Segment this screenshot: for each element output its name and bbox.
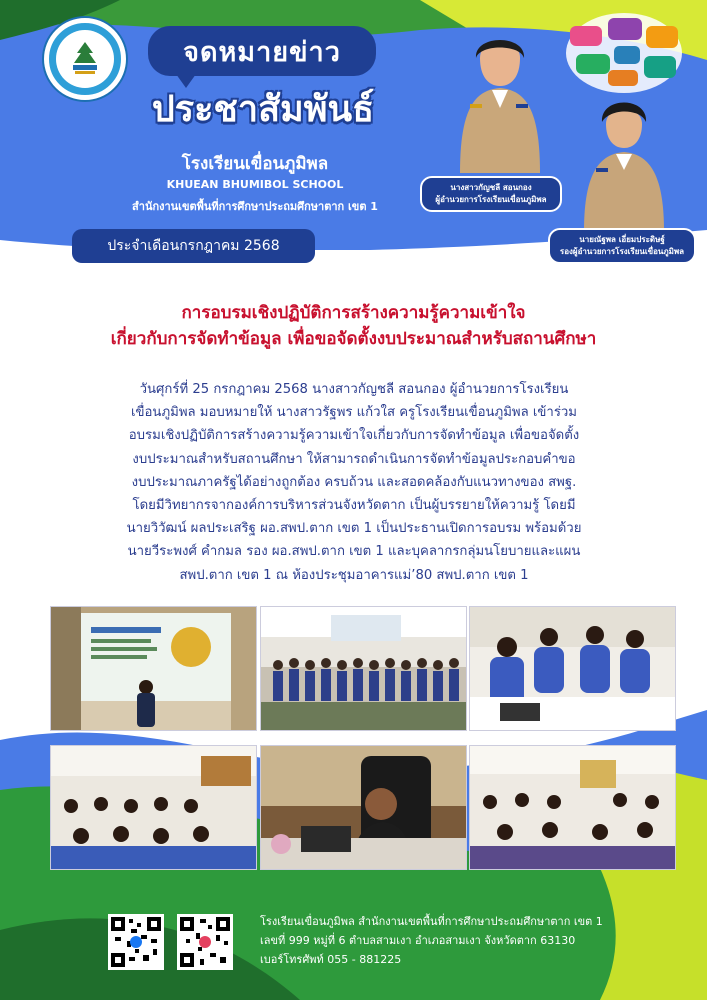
body-line: งบประมาณภาครัฐได้อย่างถูกต้อง ครบถ้วน และสอดคล้องกับแนวทางของ สพฐ. [131, 474, 577, 490]
event-photo-1 [50, 606, 257, 731]
school-logo [44, 18, 126, 100]
body-line: สพป.ตาก เขต 1 ณ ห้องประชุมอาคารแม่’80 สพป.ตาก เขต 1 [179, 567, 529, 583]
director-photo [450, 28, 550, 173]
director-position: ผู้อำนวยการโรงเรียนเขื่อนภูมิพล [435, 195, 547, 204]
school-name-th: โรงเรียนเขื่อนภูมิพล [181, 154, 329, 174]
event-photo-5 [260, 745, 467, 870]
event-photo-4 [50, 745, 257, 870]
article-body [58, 378, 650, 587]
deputy-name: นายณัฐพล เอี่ยมประดิษฐ์ [579, 235, 665, 244]
headline-line-2: เกี่ยวกับการจัดทำข้อมูล เพื่อขอจัดตั้งงบประมาณสำหรับสถานศึกษา [110, 329, 597, 349]
dam-logo-icon [65, 39, 105, 79]
body-line: นายวีระพงศ์ คำกมล รอง ผอ.สพป.ตาก เขต 1 และบุคลากรกลุ่มนโยบายและแผน [127, 544, 581, 560]
deputy-name-box [548, 228, 696, 264]
body-line: เขื่อนภูมิพล มอบหมายให้ นางสาวรัฐพร แก้วใส ครูโรงเรียนเขื่อนภูมิพล เข้าร่วม [130, 405, 577, 421]
body-line: อบรมเชิงปฏิบัติการสร้างความรู้ความเข้าใจเกี่ยวกับการจัดทำข้อมูล เพื่อขอจัดตั้ง [128, 428, 580, 444]
office-name: สำนักงานเขตพื้นที่การศึกษาประถมศึกษาตาก เขต 1 [132, 200, 378, 213]
director-name: นางสาวกัญชลี สอนกอง [450, 183, 532, 192]
body-line: งบประมาณสำหรับสถานศึกษา ให้สามารถดำเนินการจัดทำข้อมูลประกอบคำขอ [132, 451, 576, 467]
facebook-qr-code[interactable] [108, 914, 164, 970]
body-line: โดยมีวิทยากรจากองค์การบริหารส่วนจังหวัดตาก เป็นผู้บรรยายให้ความรู้ โดยมี [132, 498, 576, 514]
footer-line-1: โรงเรียนเขื่อนภูมิพล สำนักงานเขตพื้นที่การศึกษาประถมศึกษาตาก เขต 1 [260, 915, 603, 928]
deputy-position: รองผู้อำนวยการโรงเรียนเขื่อนภูมิพล [559, 247, 685, 256]
event-photo-2 [260, 606, 467, 731]
website-qr-code[interactable] [177, 914, 233, 970]
footer-line-2: เลขที่ 999 หมู่ที่ 6 ตำบลสามเงา อำเภอสามเงา จังหวัดตาก 63130 [260, 934, 576, 947]
body-line: วันศุกร์ที่ 25 กรกฎาคม 2568 นางสาวกัญชลี สอนกอง ผู้อำนวยการโรงเรียน [139, 382, 569, 397]
event-photo-3 [469, 606, 676, 731]
footer-address [260, 912, 603, 969]
body-line: นายวิวัฒน์ ผลประเสริฐ ผอ.สพป.ตาก เขต 1 เป็นประธานเปิดการอบรม พร้อมด้วย [126, 521, 582, 537]
director-name-box [420, 176, 562, 212]
school-name-en: KHUEAN BHUMIBOL SCHOOL [166, 178, 344, 191]
newsletter-title: จดหมายข่าว [148, 26, 376, 76]
footer-line-3: เบอร์โทรศัพท์ 055 - 881225 [260, 953, 402, 966]
event-photo-6 [469, 745, 676, 870]
month-label: ประจำเดือนกรกฎาคม 2568 [72, 229, 315, 263]
article-headline [20, 300, 687, 352]
deputy-director-photo [578, 96, 670, 231]
mindmap-graphic [562, 8, 687, 98]
headline-line-1: การอบรมเชิงปฏิบัติการสร้างความรู้ความเข้าใจ [181, 303, 526, 323]
pr-title: ประชาสัมพันธ์ [151, 89, 375, 130]
